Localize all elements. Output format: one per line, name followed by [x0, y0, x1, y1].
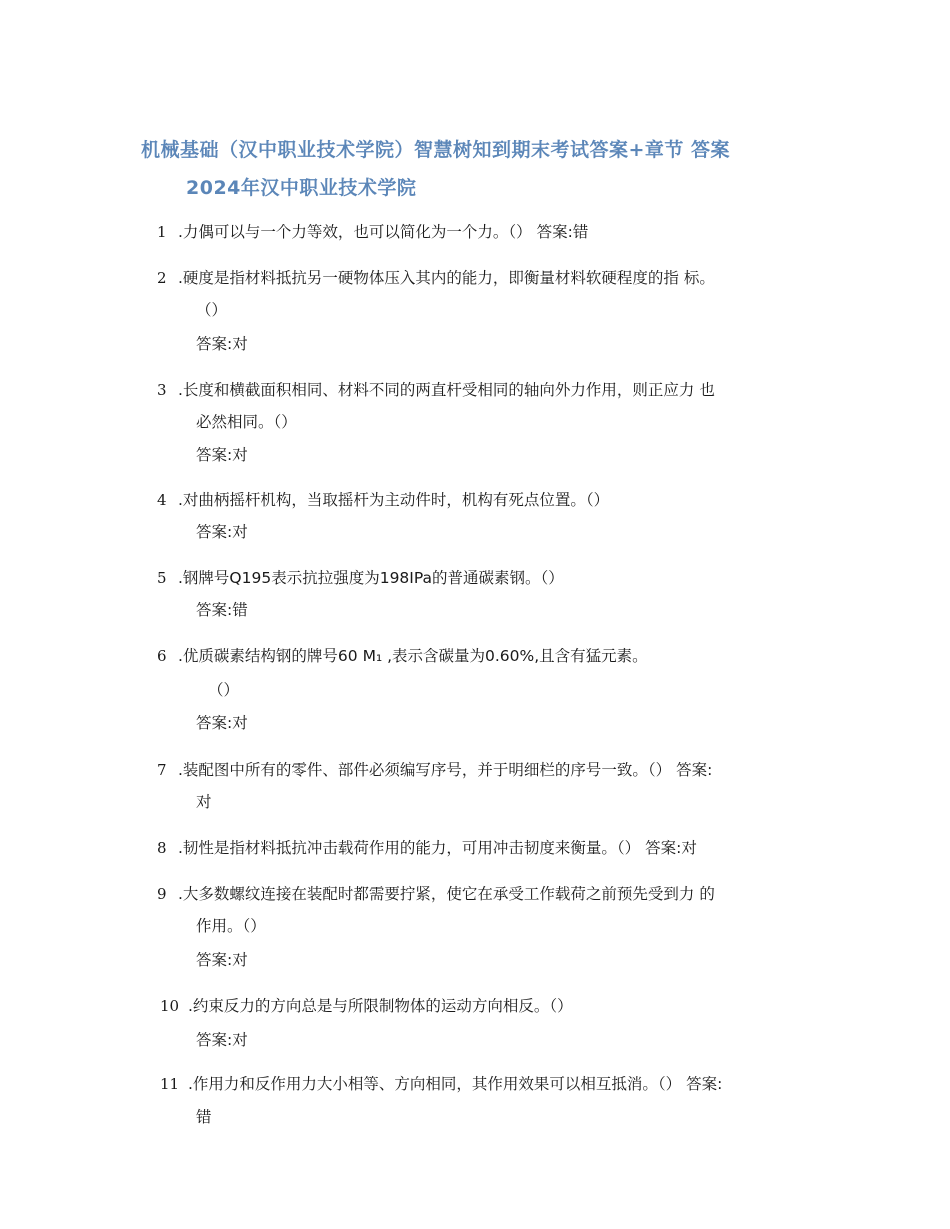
question-answer: 答案:对: [196, 951, 248, 969]
question-number: 9: [157, 885, 167, 903]
question-text: .约束反力的方向总是与所限制物体的运动方向相反。（）: [188, 997, 573, 1015]
question-answer: 答案:对: [196, 714, 248, 732]
question-text: .装配图中所有的零件、部件必须编写序号，并于明细栏的序号一致。（） 答案:: [178, 761, 713, 779]
question-answer: 答案:对: [196, 335, 248, 353]
question-number: 5: [157, 569, 167, 587]
question-text: .长度和横截面积相同、材料不同的两直杆受相同的轴向外力作用，则正应力 也: [178, 381, 715, 399]
question-answer: 答案:对: [196, 446, 248, 464]
question-text-continuation: （）: [208, 681, 240, 699]
question-text: .大多数螺纹连接在装配时都需要拧紧，使它在承受工作载荷之前预先受到力 的: [178, 885, 715, 903]
question-number: 3: [157, 381, 167, 399]
question-text: .钢牌号Q195表示抗拉强度为198IPa的普通碳素钢。（）: [178, 569, 564, 587]
question-number: 6: [157, 647, 167, 665]
question-text-continuation: 必然相同。（）: [196, 413, 297, 431]
question-number: 1: [157, 223, 167, 241]
question-answer: 答案:对: [196, 1031, 248, 1049]
document-title-line-2: 2024年汉中职业技术学院: [186, 177, 417, 199]
question-answer: 答案:对: [196, 523, 248, 541]
question-text-continuation: （）: [196, 301, 228, 319]
question-text: .力偶可以与一个力等效，也可以简化为一个力。（） 答案:错: [178, 223, 589, 241]
question-text-continuation: 对: [196, 793, 212, 811]
question-answer: 答案:错: [196, 601, 248, 619]
question-text-continuation: 错: [196, 1108, 212, 1126]
question-number: 11: [160, 1075, 180, 1093]
question-number: 4: [157, 491, 167, 509]
question-text: .对曲柄摇杆机构，当取摇杆为主动件时，机构有死点位置。（）: [178, 491, 610, 509]
question-text: .硬度是指材料抵抗另一硬物体压入其内的能力，即衡量材料软硬程度的指 标。: [178, 269, 715, 287]
question-number: 8: [157, 839, 167, 857]
document-title-line-1: 机械基础（汉中职业技术学院）智慧树知到期末考试答案+章节 答案: [141, 139, 731, 161]
question-number: 7: [157, 761, 167, 779]
question-text: .优质碳素结构钢的牌号60 M₁ ,表示含碳量为0.60%,且含有猛元素。: [178, 647, 648, 665]
question-text: .韧性是指材料抵抗冲击载荷作用的能力，可用冲击韧度来衡量。（） 答案:对: [178, 839, 697, 857]
question-text-continuation: 作用。（）: [196, 917, 266, 935]
question-text: .作用力和反作用力大小相等、方向相同，其作用效果可以相互抵消。（） 答案:: [188, 1075, 723, 1093]
question-number: 10: [160, 997, 180, 1015]
question-number: 2: [157, 269, 167, 287]
